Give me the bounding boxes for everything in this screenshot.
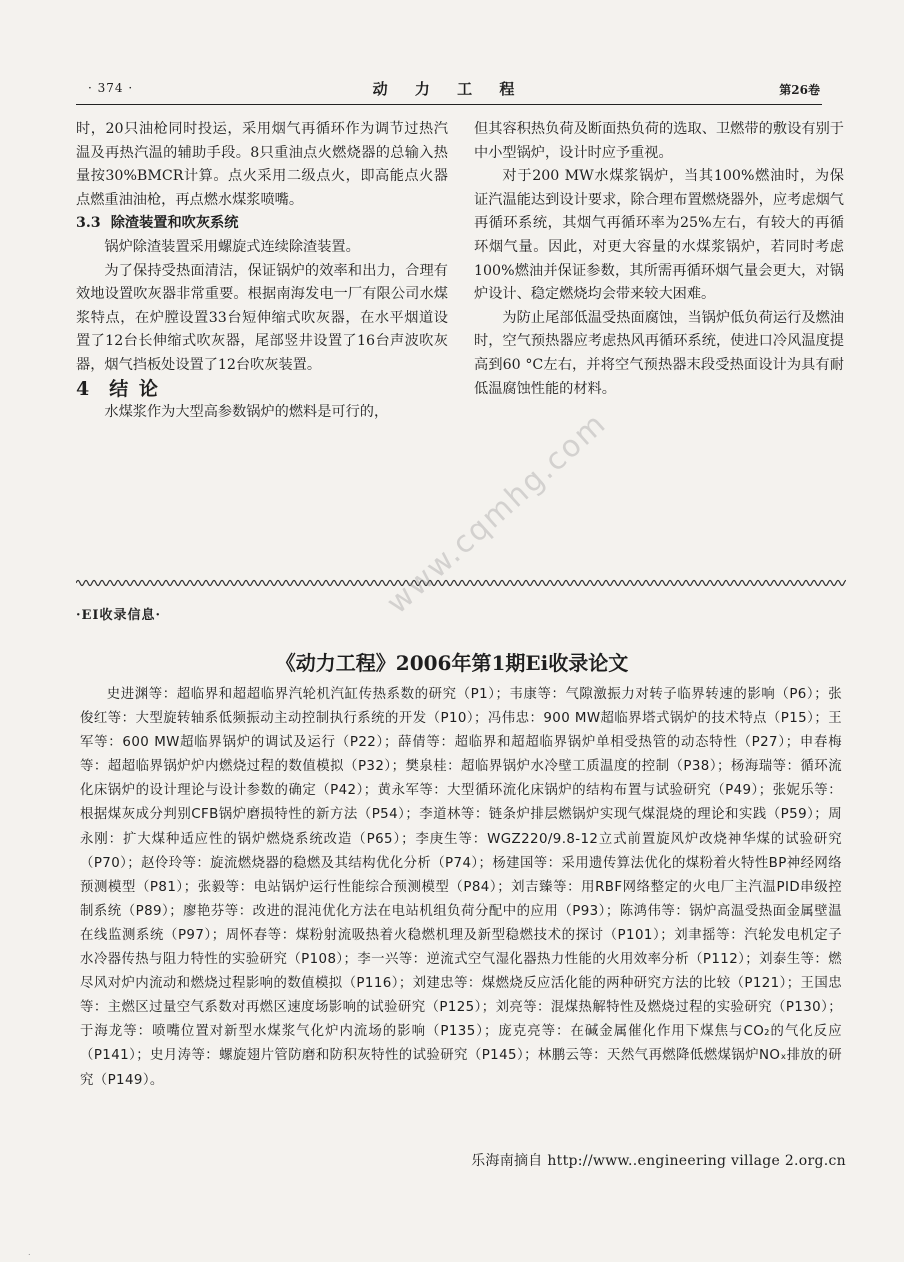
paragraph: 但其容积热负荷及断面热负荷的选取、卫燃带的敷设有别于中小型锅炉，设计时应予重视。 (474, 121, 844, 161)
chapter-number: 4 (76, 377, 92, 400)
section-heading (76, 212, 448, 236)
paragraph: 水煤浆作为大型高参数锅炉的燃料是可行的， (104, 404, 389, 421)
source-note: 乐海南摘自 http://www..engineering village 2.org.cn (471, 1153, 846, 1169)
chapter-title: 结 论 (109, 377, 160, 400)
wave-divider (76, 578, 846, 588)
left-column (76, 118, 448, 425)
ei-tag: ·EI收录信息· (76, 608, 162, 623)
journal-title: 动 力 工 程 (372, 80, 526, 98)
ei-body (80, 683, 842, 1093)
section-number: 3.3 (76, 215, 101, 232)
paragraph: 锅炉除渣装置采用螺旋式连续除渣装置。 (104, 238, 360, 255)
watermark: www.cqmhg.com (380, 405, 614, 622)
volume-label: 第26卷 (779, 83, 820, 97)
section-title: 除渣装置和吹灰系统 (110, 215, 239, 232)
chapter-heading (76, 378, 448, 402)
ei-title: 《动力工程》2006年第1期Ei收录论文 (275, 651, 629, 675)
right-column (474, 118, 844, 401)
paragraph: 为防止尾部低温受热面腐蚀，当锅炉低负荷运行及燃油时，空气预热器应考虑热风再循环系统，使进口冷风温度提高到60 °C左右，并将空气预热器末段受热面设计为具有耐低温腐蚀性能的材料。 (474, 309, 844, 397)
scan-mark: . (28, 1248, 31, 1257)
ei-paper-list: 史进渊等：超临界和超超临界汽轮机汽缸传热系数的研究（P1）；韦康等：气隙激振力对转子临界转速的影响（P6）；张俊红等：大型旋转轴系低频振动主动控制执行系统的开发（P10）；冯伟忠：900 MW超临界塔式锅炉的技术特点（P15）；王军等：600 MW超临界锅炉的调试及运行（P22）；薛倩等：超临界和超超临界锅炉单相受热管的动态特性（P27）；申春梅等：超超临界锅炉炉内燃烧过程的数值模拟（P32）；樊泉桂：超临界锅炉水冷壁工质温度的控制（P38）；杨海瑞等：循环流化床锅炉的设计理论与设计参数的确定（P42）；黄永军等：大型循环流化床锅炉的结构布置与试验研究（P49）；张妮乐等：根据煤灰成分判别CFB锅炉磨损特性的新方法（P54）；李道林等：链条炉排层燃锅炉实现气煤混烧的理论和实践（P59）；周永刚：扩大煤种适应性的锅炉燃烧系统改造（P65）；李庚生等：WGZ220/9.8-12立式前置旋风炉改烧神华煤的试验研究（P70）；赵伶玲等：旋流燃烧器的稳燃及其结构优化分析（P74）；杨建国等：采用遗传算法优化的煤粉着火特性BP神经网络预测模型（P81）；张毅等：电站锅炉运行性能综合预测模型（P84）；刘吉臻等：用RBF网络整定的火电厂主汽温PID串级控制系统（P89）；廖艳芬等：改进的混沌优化方法在电站机组负荷分配中的应用（P93）；陈鸿伟等：锅炉高温受热面金属壁温在线监测系统（P97）；周怀春等：煤粉射流吸热着火稳燃机理及新型稳燃技术的探讨（P101）；刘聿摇等：汽轮发电机定子水冷器传热与阻力特性的实验研究（P108）；李一兴等：逆流式空气湿化器热力性能的火用效率分析（P112）；刘泰生等：燃尽风对炉内流动和燃烧过程影响的数值模拟（P116）；刘建忠等：煤燃烧反应活化能的两种研究方法的比较（P121）；王国忠等：主燃区过量空气系数对再燃区速度场影响的试验研究（P125）；刘亮等：混煤热解特性及燃烧过程的实验研究（P130）；于海龙等：喷嘴位置对新型水煤浆气化炉内流场的影响（P135）；庞克亮等：在碱金属催化作用下煤焦与CO₂的气化反应（P141）；史月涛等：螺旋翅片管防磨和防积灰特性的试验研究（P145）；林鹏云等：天然气再燃降低燃煤锅炉NOₓ排放的研究（P149）。 (80, 687, 842, 1088)
paragraph: 对于200 MW水煤浆锅炉，当其100%燃油时，为保证汽温能达到设计要求，除合理布置燃烧器外，应考虑烟气再循环系统，其烟气再循环率为25%左右，有较大的再循环烟气量。因此，对更大容量的水煤浆锅炉，若同时考虑100%燃油并保证参数，其所需再循环烟气量会更大，对锅炉设计、稳定燃烧均会带来较大困难。 (474, 168, 844, 303)
paragraph: 为了保持受热面清洁，保证锅炉的效率和出力，合理有效地设置吹灰器非常重要。根据南海发电一厂有限公司水煤浆特点，在炉膛设置33台短伸缩式吹灰器，在水平烟道设置了12台长伸缩式吹灰器，尾部竖井设置了16台声波吹灰器，烟气挡板处设置了12台吹灰装置。 (76, 262, 448, 373)
page-header (78, 78, 820, 100)
page-number: · 374 · (88, 81, 134, 95)
paragraph: 时，20只油枪同时投运，采用烟气再循环作为调节过热汽温及再热汽温的辅助手段。8只重油点火燃烧器的总输入热量按30%BMCR计算。点火采用二级点火，即高能点火器点燃重油油枪，再点燃水煤浆喷嘴。 (76, 121, 448, 208)
header-rule (76, 104, 822, 105)
